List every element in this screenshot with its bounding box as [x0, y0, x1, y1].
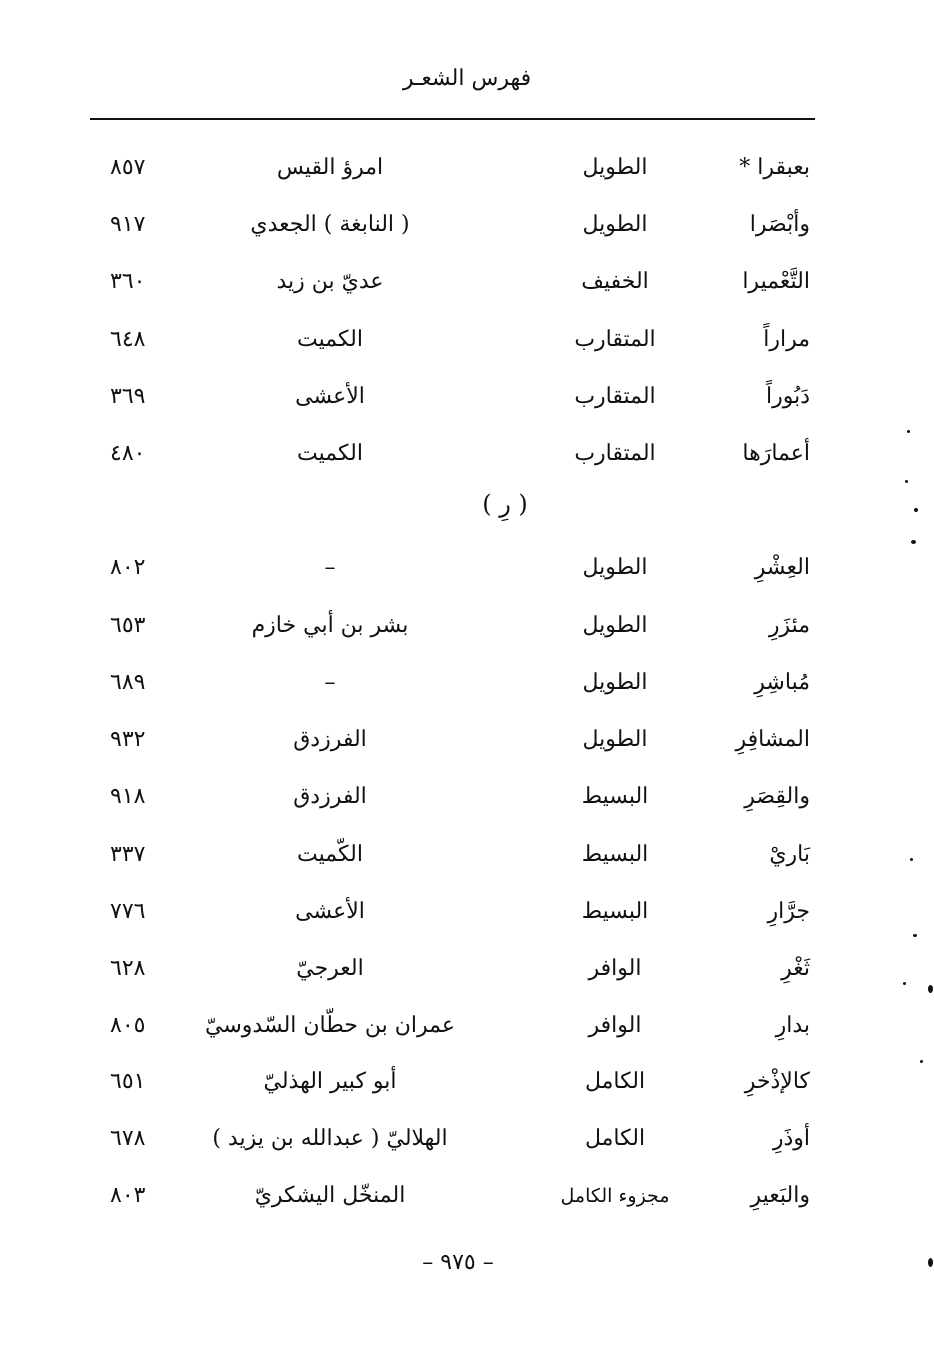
- index-row: [90, 949, 815, 989]
- index-row: [90, 606, 815, 646]
- page-ref: ٣٦٠: [110, 269, 146, 294]
- meter: مجزوء الكامل: [560, 1185, 670, 1207]
- index-row: [90, 1062, 815, 1102]
- rhyme-word: المشافِرِ: [735, 727, 810, 752]
- index-row: [90, 1176, 815, 1216]
- rhyme-word: مُباشِرِ: [754, 670, 810, 695]
- poet: –: [324, 555, 336, 580]
- poet: –: [324, 670, 336, 695]
- page-ref: ٦٥٣: [110, 613, 146, 638]
- meter: المتقارب: [574, 441, 656, 466]
- index-row: [90, 377, 815, 417]
- index-row: [90, 1119, 815, 1159]
- page-ref: ٣٦٩: [110, 384, 146, 409]
- rhyme-word: وأبْصَرا: [749, 212, 810, 237]
- meter: البسيط: [581, 784, 649, 809]
- rhyme-word: ثَغْرِ: [781, 956, 810, 981]
- index-row: [90, 1006, 815, 1046]
- index-row: [90, 262, 815, 302]
- meter: الكامل: [584, 1126, 646, 1151]
- page-ref: ٦٧٨: [110, 1126, 146, 1151]
- index-row: [90, 720, 815, 760]
- index-row: [90, 548, 815, 588]
- index-row: [90, 205, 815, 245]
- page-ref: ٨٠٣: [110, 1183, 146, 1208]
- poet: بشر بن أبي خازم: [251, 613, 409, 638]
- page-ref: ٧٧٦: [110, 899, 146, 924]
- page-ref: ٦٤٨: [110, 327, 146, 352]
- scan-speck: [914, 508, 918, 512]
- page-ref: ٩٣٢: [110, 727, 146, 752]
- rhyme-word: والقِصَرِ: [744, 784, 810, 809]
- page-ref: ٤٨٠: [110, 441, 146, 466]
- poet: الكّميت: [297, 842, 363, 867]
- rhyme-word: بعبقرا *: [739, 155, 810, 180]
- index-row: [90, 663, 815, 703]
- meter: البسيط: [581, 899, 649, 924]
- rhyme-word: بَاريْ: [769, 842, 810, 867]
- index-row: [90, 434, 815, 474]
- meter: الطويل: [582, 727, 648, 752]
- meter: البسيط: [581, 842, 649, 867]
- scan-speck: [928, 1258, 933, 1267]
- rhyme-word: التَّعْميرا: [742, 269, 810, 294]
- scan-speck: [905, 480, 908, 483]
- rhyme-word: جرَّارِ: [767, 899, 810, 924]
- meter: المتقارب: [574, 384, 656, 409]
- poet: الكميت: [297, 441, 363, 466]
- meter: الوافر: [588, 956, 642, 981]
- page-ref: ٨٠٢: [110, 555, 146, 580]
- poet: الفرزدق: [293, 784, 367, 809]
- rhyme-word: دَبُوراً: [765, 384, 810, 409]
- meter: المتقارب: [574, 327, 656, 352]
- index-row: [90, 835, 815, 875]
- scan-speck: [910, 858, 913, 861]
- index-row: [90, 148, 815, 188]
- meter: الطويل: [582, 670, 648, 695]
- rhyme-word: كالإذْخرِ: [744, 1069, 810, 1094]
- poet: الهلاليّ ( عبدالله بن يزيد ): [212, 1126, 448, 1151]
- page-ref: ٨٥٧: [110, 155, 146, 180]
- scan-speck: [911, 540, 916, 544]
- rhyme-word: والبَعيرِ: [750, 1183, 810, 1208]
- rhyme-word: أوذَرِ: [772, 1126, 810, 1151]
- page-ref: ٩١٨: [110, 784, 146, 809]
- index-row: [90, 777, 815, 817]
- index-row: [90, 320, 815, 360]
- poet: عديّ بن زيد: [276, 269, 384, 294]
- meter: الطويل: [582, 613, 648, 638]
- poet: أبو كبير الهذليّ: [263, 1069, 397, 1094]
- rhyme-word: مراراً: [763, 327, 810, 352]
- poet: المنخّل اليشكريّ: [254, 1183, 406, 1208]
- poet: ( النابغة ) الجعدي: [250, 212, 410, 237]
- meter: الطويل: [582, 212, 648, 237]
- meter: الوافر: [588, 1013, 642, 1038]
- page-header-title: فهرس الشعـر: [402, 66, 532, 91]
- poet: الكميت: [297, 327, 363, 352]
- page-ref: ٦٨٩: [110, 670, 146, 695]
- page-ref: ٣٣٧: [110, 842, 146, 867]
- poet: الأعشى: [295, 384, 365, 409]
- poet: الأعشى: [295, 899, 365, 924]
- rhyme-word: بدارِ: [775, 1013, 810, 1038]
- page-number: – ٩٧٥ –: [422, 1250, 494, 1275]
- section-heading: ( رِ ): [482, 490, 528, 518]
- meter: الطويل: [582, 555, 648, 580]
- poet: الفرزدق: [293, 727, 367, 752]
- rhyme-word: أعمارَها: [742, 441, 810, 466]
- page-ref: ٨٠٥: [110, 1013, 146, 1038]
- scan-speck: [903, 982, 906, 985]
- header-rule: [90, 118, 815, 120]
- scan-speck: [920, 1060, 923, 1063]
- meter: الكامل: [584, 1069, 646, 1094]
- page-ref: ٦٢٨: [110, 956, 146, 981]
- rhyme-word: مئزَرِ: [768, 613, 810, 638]
- poet: العرجيّ: [296, 956, 364, 981]
- page-ref: ٦٥١: [110, 1069, 146, 1094]
- index-row: [90, 892, 815, 932]
- meter: الطويل: [582, 155, 648, 180]
- scan-speck: [907, 430, 910, 433]
- poet: امرؤ القيس: [276, 155, 384, 180]
- rhyme-word: العِشْرِ: [754, 555, 810, 580]
- scan-speck: [928, 985, 933, 993]
- scan-speck: [913, 934, 917, 937]
- page-ref: ٩١٧: [110, 212, 146, 237]
- poet: عمران بن حطّان السّدوسيّ: [205, 1013, 455, 1038]
- meter: الخفيف: [581, 269, 649, 294]
